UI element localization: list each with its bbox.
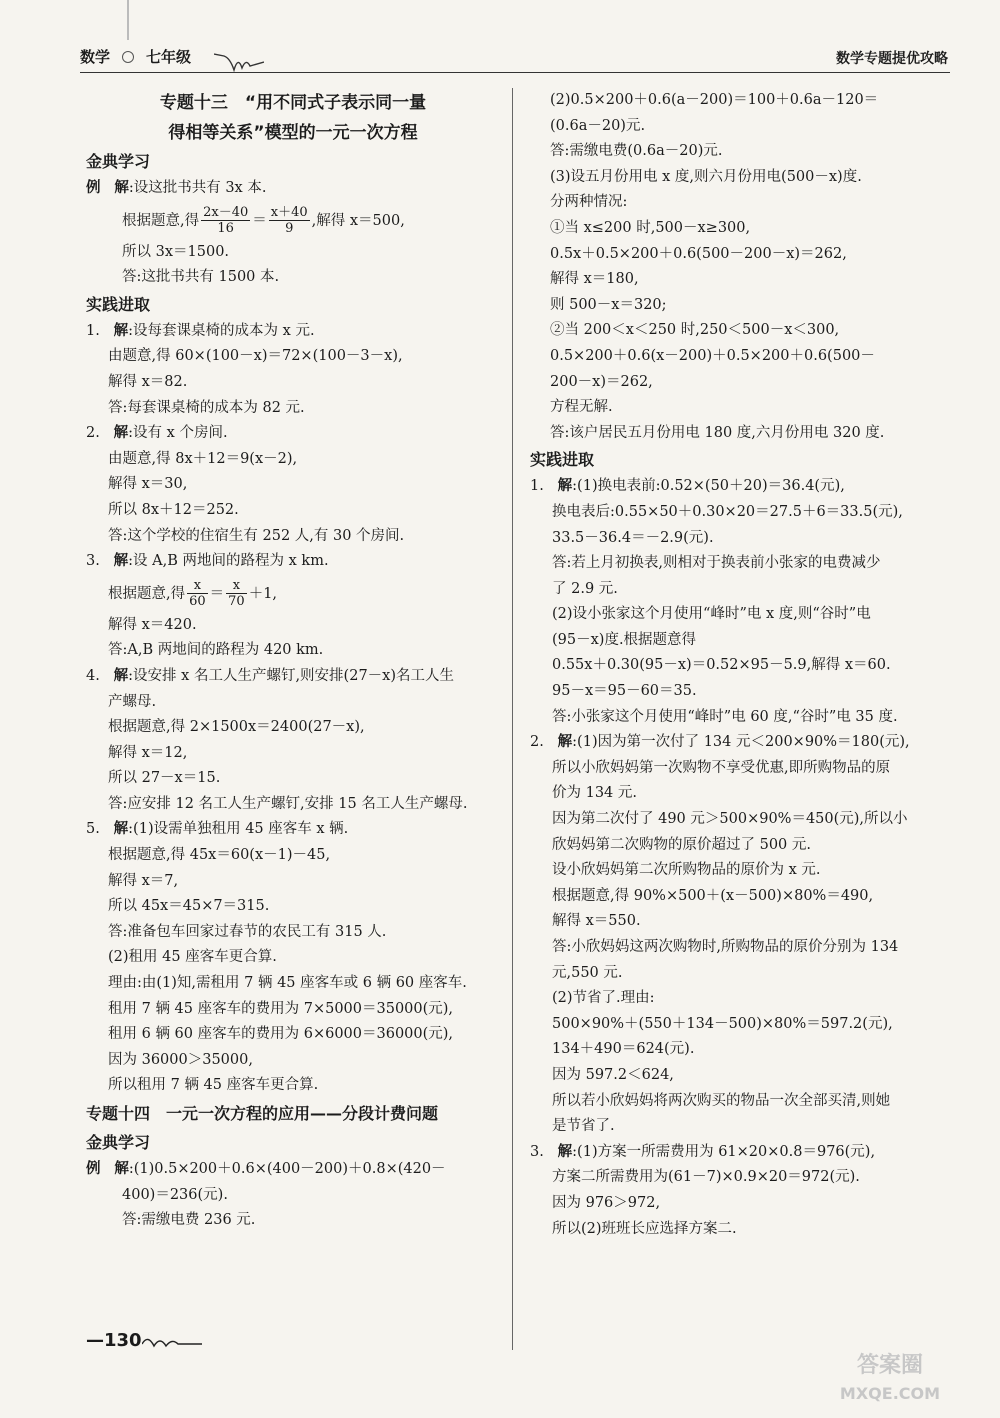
equals-sign: ＝ xyxy=(252,212,267,229)
text-line: 所以租用 7 辆 45 座客车更合算. xyxy=(108,1077,319,1094)
circle-icon xyxy=(122,51,134,63)
fraction-denominator: 16 xyxy=(217,221,234,237)
problem-number: 3. xyxy=(86,553,100,570)
text-line: 解得 x＝420. xyxy=(108,616,197,633)
text-line: 由题意,得 8x＋12＝9(x－2), xyxy=(108,450,298,467)
example-label: 例 xyxy=(86,1161,101,1177)
text-line: 方程无解. xyxy=(550,399,613,416)
solve-label: 解 xyxy=(113,425,129,442)
text-line: 欣妈妈第二次购物的原价超过了 500 元. xyxy=(552,836,812,853)
header-subject: 数学 xyxy=(80,48,111,66)
text-span: :设有 x 个房间. xyxy=(128,425,228,442)
text-line: 解得 x＝180, xyxy=(550,271,639,288)
text-line: 方案二所需费用为(61－7)×0.9×20＝972(元). xyxy=(552,1169,860,1186)
text-line: 分两种情况: xyxy=(550,194,628,211)
text-span: :(1)因为第一次付了 134 元＜200×90%＝180(元), xyxy=(572,734,910,751)
solve-label: 解 xyxy=(113,667,129,684)
text-line: 元,550 元. xyxy=(552,964,623,981)
text-line: 价为 134 元. xyxy=(552,785,638,802)
text-line: 0.5×200＋0.6(x－200)＋0.5×200＋0.6(500－ xyxy=(550,347,875,364)
text-line: 答:若上月初换表,则相对于换表前小张家的电费减少 xyxy=(552,555,881,572)
text-span: :设每套课桌椅的成本为 x 元. xyxy=(128,322,315,339)
problem-line xyxy=(530,474,960,500)
text-line: 了 2.9 元. xyxy=(552,580,618,597)
text-line: (0.6a－20)元. xyxy=(550,117,646,134)
text-line: 所以 27－x＝15. xyxy=(108,770,221,787)
text-line: (2)0.5×200＋0.6(a－200)＝100＋0.6a－120＝ xyxy=(550,92,879,108)
topic14-title: 专题十四 一元一次方程的应用——分段计费问题 xyxy=(86,1104,439,1123)
problem-number: 5. xyxy=(86,821,100,838)
solve-label: 解 xyxy=(113,821,129,838)
fraction-numerator: x xyxy=(226,578,247,594)
example-label: 例 xyxy=(86,180,101,196)
text-line: 根据题意,得 45x＝60(x－1)－45, xyxy=(108,847,331,864)
text-line: 500×90%＋(550＋134－500)×80%＝597.2(元), xyxy=(552,1015,893,1032)
solve-label: 解 xyxy=(114,1161,129,1177)
example-line xyxy=(86,176,500,202)
problem-line xyxy=(86,319,500,345)
text-line: 所以 8x＋12＝252. xyxy=(108,501,239,518)
problem-line xyxy=(86,421,500,447)
text-line: (95－x)度.根据题意得 xyxy=(552,631,697,648)
text-span: :(1)0.5×200＋0.6×(400－200)＋0.8×(420－ xyxy=(128,1161,446,1177)
text-line: 答:A,B 两地间的路程为 420 km. xyxy=(108,642,324,659)
fraction xyxy=(226,578,247,609)
problem-number: 2. xyxy=(530,734,544,751)
text-line: 根据题意,得 90%×500＋(x－500)×80%＝490, xyxy=(552,887,874,904)
text-line: 答:准备包车回家过春节的农民工有 315 人. xyxy=(108,923,387,940)
text-line: 解得 x＝550. xyxy=(552,913,641,930)
page-number: —130 xyxy=(86,1330,142,1351)
fraction xyxy=(269,205,310,236)
text-line: 0.5x＋0.5×200＋0.6(500－200－x)＝262, xyxy=(550,245,847,262)
problem-line xyxy=(86,549,500,575)
example-line xyxy=(86,1157,500,1183)
text-line: 答:小张家这个月使用“峰时”电 60 度,“谷时”电 35 度. xyxy=(552,708,898,725)
text-line: :设这批书共有 3x 本. xyxy=(128,180,267,196)
problem-line xyxy=(530,1140,960,1166)
problem-number: 4. xyxy=(86,667,100,684)
text-line: 租用 7 辆 45 座客车的费用为 7×5000＝35000(元), xyxy=(108,1000,454,1017)
text-line: 因为第二次付了 490 元＞500×90%＝450(元),所以小 xyxy=(552,811,908,828)
right-column xyxy=(530,88,960,1242)
column-divider xyxy=(512,88,513,1350)
header-series: 数学专题提优攻略 xyxy=(836,51,948,67)
text-line: 所以(2)班班长应选择方案二. xyxy=(552,1220,737,1237)
text-span: ＋1, xyxy=(248,585,278,602)
problem-number: 3. xyxy=(530,1143,544,1160)
text-line: 根据题意,得 2×1500x＝2400(27－x), xyxy=(108,719,365,736)
solve-label: 解 xyxy=(113,553,129,570)
solve-label: 解 xyxy=(557,1143,573,1160)
problem-line xyxy=(86,664,500,690)
solve-label: 解 xyxy=(113,322,129,339)
text-line: 200－x)＝262, xyxy=(550,373,653,390)
text-line: ②当 200＜x＜250 时,250＜500－x＜300, xyxy=(550,322,840,339)
problem-number: 1. xyxy=(86,322,100,339)
text-line: 因为 597.2＜624, xyxy=(552,1066,674,1083)
text-span: 根据题意,得 xyxy=(122,212,200,229)
wave-icon xyxy=(142,1332,202,1352)
text-line: (2)设小张家这个月使用“峰时”电 x 度,则“谷时”电 xyxy=(552,606,871,623)
text-line: 换电表后:0.55×50＋0.30×20＝27.5＋6＝33.5(元), xyxy=(552,503,903,520)
problem-line xyxy=(86,817,500,843)
header-tab-line xyxy=(127,0,129,40)
fraction xyxy=(201,205,250,236)
text-line: (2)租用 45 座客车更合算. xyxy=(108,949,277,966)
left-column xyxy=(86,88,500,1234)
text-line: 由题意,得 60×(100－x)＝72×(100－3－x), xyxy=(108,348,403,365)
text-line: 则 500－x＝320; xyxy=(550,296,667,313)
text-line: 因为 36000＞35000, xyxy=(108,1051,253,1068)
solve-label: 解 xyxy=(557,734,573,751)
text-line: 解得 x＝82. xyxy=(108,373,188,390)
section-heading: 实践进取 xyxy=(530,450,595,470)
text-span: :(1)设需单独租用 45 座客车 x 辆. xyxy=(128,821,349,838)
topic13-title-line2: 得相等关系”模型的一元一次方程 xyxy=(168,123,418,143)
text-span: ,解得 x＝500, xyxy=(311,212,405,229)
text-line: 解得 x＝30, xyxy=(108,476,188,493)
text-line: 答:每套课桌椅的成本为 82 元. xyxy=(108,399,305,416)
solve-label: 解 xyxy=(114,180,129,196)
text-line: 134＋490＝624(元). xyxy=(552,1041,695,1058)
text-span: :(1)方案一所需费用为 61×20×0.8＝976(元), xyxy=(572,1143,876,1160)
header-rule xyxy=(80,72,950,73)
text-line: 是节省了. xyxy=(552,1118,615,1135)
text-line: 设小欣妈妈第二次所购物品的原价为 x 元. xyxy=(552,862,821,879)
text-line: 所以 45x＝45×7＝315. xyxy=(108,898,270,915)
problem-line xyxy=(530,730,960,756)
text-span: :(1)换电表前:0.52×(50＋20)＝36.4(元), xyxy=(572,478,845,495)
text-line: 答:需缴电费(0.6a－20)元. xyxy=(550,143,723,160)
text-line: 答:这批书共有 1500 本. xyxy=(122,269,280,286)
page-number-value: 130 xyxy=(104,1330,142,1351)
text-span: :设安排 x 名工人生产螺钉,则安排(27－x)名工人生 xyxy=(128,667,455,684)
problem-number: 1. xyxy=(530,478,544,495)
text-line: 答:这个学校的住宿生有 252 人,有 30 个房间. xyxy=(108,527,405,544)
text-line: 因为 976＞972, xyxy=(552,1194,661,1211)
fraction-denominator: 60 xyxy=(189,594,206,610)
text-line: ①当 x≤200 时,500－x≥300, xyxy=(550,219,751,236)
fraction-denominator: 9 xyxy=(285,221,294,237)
text-line: 解得 x＝7, xyxy=(108,872,179,889)
page-header xyxy=(0,0,1000,80)
text-line: 所以 3x＝1500. xyxy=(122,243,230,260)
text-line: (2)节省了.理由: xyxy=(552,990,655,1007)
fraction-numerator: x＋40 xyxy=(270,205,308,221)
topic13-title-line1: 专题十三 “用不同式子表示同一量 xyxy=(159,93,427,113)
text-line: 产螺母. xyxy=(108,693,157,710)
text-line: 解得 x＝12, xyxy=(108,744,188,761)
solve-label: 解 xyxy=(557,478,573,495)
text-line: 答:需缴电费 236 元. xyxy=(122,1212,256,1229)
text-line: 400)＝236(元). xyxy=(122,1186,228,1203)
text-line: 95－x＝95－60＝35. xyxy=(552,683,697,700)
header-grade: 七年级 xyxy=(146,48,192,66)
section-heading: 实践进取 xyxy=(86,294,151,314)
fraction-denominator: 70 xyxy=(228,594,245,610)
text-line: 答:小欣妈妈这两次购物时,所购物品的原价分别为 134 xyxy=(552,939,899,955)
text-line: 所以若小欣妈妈将两次购买的物品一次全部买清,则她 xyxy=(552,1092,891,1109)
section-heading: 金典学习 xyxy=(86,152,151,171)
text-line: 理由:由(1)知,需租用 7 辆 45 座客车或 6 辆 60 座客车. xyxy=(108,975,467,992)
text-line: 答:应安排 12 名工人生产螺钉,安排 15 名工人生产螺母. xyxy=(108,795,468,812)
text-span: :设 A,B 两地间的路程为 x km. xyxy=(128,553,329,570)
watermark-url: MXQE.COM xyxy=(839,1384,941,1403)
header-left xyxy=(80,46,191,67)
equals-sign: ＝ xyxy=(209,585,225,602)
equation-line xyxy=(86,202,500,240)
section-heading: 金典学习 xyxy=(86,1133,151,1152)
problem-number: 2. xyxy=(86,425,100,442)
equation-line xyxy=(86,575,500,613)
watermark-text: 答案圈 xyxy=(856,1353,923,1378)
text-span: 根据题意,得 xyxy=(108,585,186,602)
text-line: 33.5－36.4＝－2.9(元). xyxy=(552,529,714,546)
text-line: (3)设五月份用电 x 度,则六月份用电(500－x)度. xyxy=(550,168,862,185)
text-line: 所以小欣妈妈第一次购物不享受优惠,即所购物品的原 xyxy=(552,759,891,776)
text-line: 答:该户居民五月份用电 180 度,六月份用电 320 度. xyxy=(550,424,885,441)
fraction-numerator: 2x－40 xyxy=(203,205,249,221)
watermark xyxy=(810,1352,970,1412)
fraction xyxy=(187,578,208,609)
text-line: 0.55x＋0.30(95－x)＝0.52×95－5.9,解得 x＝60. xyxy=(552,657,891,674)
text-line: 租用 6 辆 60 座客车的费用为 6×6000＝36000(元), xyxy=(108,1026,454,1043)
fraction-numerator: x xyxy=(187,578,208,594)
